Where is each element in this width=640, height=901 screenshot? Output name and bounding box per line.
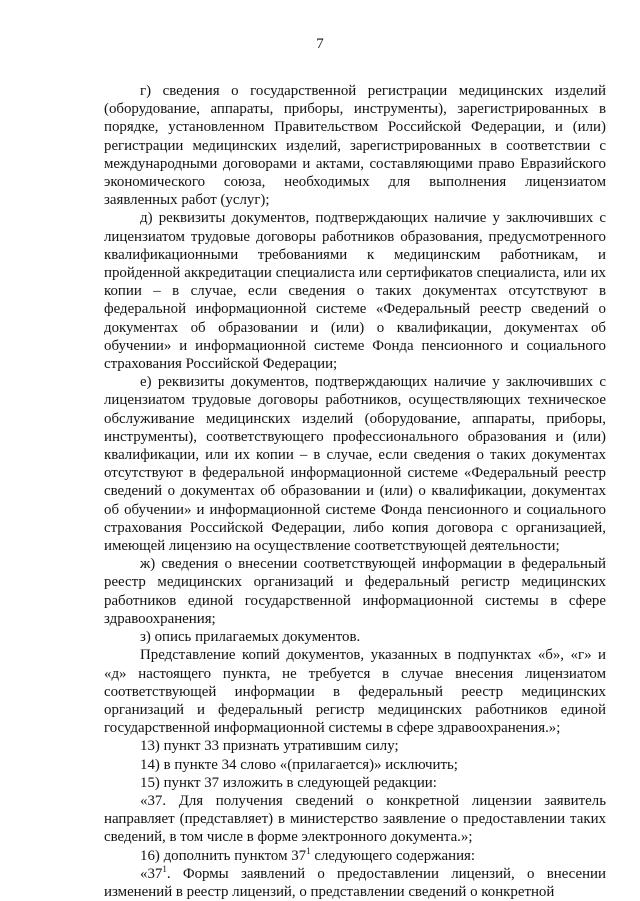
superscript-1: 1 xyxy=(306,845,311,856)
paragraph-14: 14) в пункте 34 слово «(прилагается)» исключить; xyxy=(140,756,458,773)
paragraph-copies-note: Представление копий документов, указанных в подпунктах «б», «г» и «д» настоящего пункта, не требуется в случае внесения лицензиатом соответствующей информации в федеральный реестр медицинских организаций и федеральный регистр медицинских работников единой государственной информационной системы в сфере здравоохранения.»; xyxy=(104,647,606,737)
page-number: 7 xyxy=(316,36,324,52)
paragraph-37-1-prefix: «37 xyxy=(140,865,163,882)
paragraph-d: д) реквизиты документов, подтверждающих наличие у заключивших с лицензиатом трудовые договоры работников образования, предусмотренного квалификационными требованиями к медицинским работникам, и пройденной аккредитации специалиста или сертификатов специалиста, или их копии – в случае, если сведения о таких документах отсутствуют в федеральной информационной системе «Федеральный реестр сведений о документах об образовании и (или) о квалификации, документах об обучении» и информационной системе Фонда пенсионного и социального страхования Российской Федерации; xyxy=(104,210,606,373)
paragraph-16 xyxy=(104,847,606,865)
paragraph-37-1 xyxy=(104,865,606,901)
paragraph-37-1-suffix: . Формы заявлений о предоставлении лицензий, о внесении изменений в реестр лицензий, о представлении сведений о конкретной xyxy=(104,865,606,900)
paragraph-15: 15) пункт 37 изложить в следующей редакции: xyxy=(140,774,437,791)
paragraph-16-suffix: следующего содержания: xyxy=(310,847,476,864)
paragraph-13: 13) пункт 33 признать утратившим силу; xyxy=(140,738,399,755)
paragraph-e: е) реквизиты документов, подтверждающих наличие у заключивших с лицензиатом трудовые договоры работников, осуществляющих техническое обслуживание медицинских изделий (оборудование, аппараты, приборы, инструменты), соответствующего профессионального образования и (или) квалификации, или их копии – в случае, если сведения о таких документах отсутствуют в федеральной информационной системе «Федеральный реестр сведений о документах об образовании и (или) о квалификации, документах об обучении» и информационной системе Фонда пенсионного и социального страхования Российской Федерации, либо копия договора с организацией, имеющей лицензию на осуществление соответствующей деятельности; xyxy=(104,374,606,555)
paragraph-zh: ж) сведения о внесении соответствующей информации в федеральный реестр медицинских организаций и федеральный регистр медицинских работников единой государственной информационной системы в сфере здравоохранения; xyxy=(104,556,606,627)
document-body xyxy=(104,82,606,901)
superscript-1: 1 xyxy=(162,863,167,874)
paragraph-z: з) опись прилагаемых документов. xyxy=(140,629,361,646)
paragraph-g: г) сведения о государственной регистрации медицинских изделий (оборудование, аппараты, приборы, инструменты), зарегистрированных в порядке, установленном Правительством Российской Федерации, и (или) регистрации медицинских изделий, зарегистрированных в соответствии с международными договорами и актами, составляющими право Евразийского экономического союза, необходимых для выполнения лицензиатом заявленных работ (услуг); xyxy=(104,83,606,209)
paragraph-37: «37. Для получения сведений о конкретной лицензии заявитель направляет (представляет) в министерство заявление о предоставлении таких сведений, в том числе в форме электронного документа.»; xyxy=(104,792,606,846)
paragraph-16-prefix: 16) дополнить пунктом 37 xyxy=(140,847,307,864)
